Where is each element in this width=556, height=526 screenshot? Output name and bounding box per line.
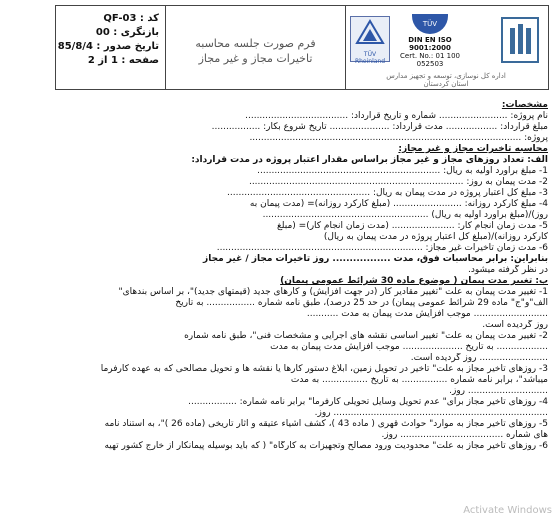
tuv-rheinland-logo (350, 16, 390, 65)
form-line: 6- مدت زمان تاخیرات غیر مجاز: ........................................................................ (216, 243, 548, 253)
cert-standard: DIN EN ISO 9001:2000 (408, 36, 452, 52)
form-line: کارکرد روزانه)/(مبلغ کل اعتبار پروژه در مدت پیمان به ریال) (323, 232, 548, 242)
revision-line: بازنگری : 00 (95, 27, 159, 38)
logos-area (346, 6, 548, 89)
form-line: 3- روزهای تاخیر مجاز به علت" تاخیر در تحویل زمین، ابلاغ دستور کارها یا نقشه ها و تحویل مصالحی که به عهده کارفرما (100, 364, 548, 374)
page-line: صفحه : 1 از 2 (87, 55, 159, 66)
tuv-cert-logo (392, 14, 468, 70)
form-line: .................. به تاریخ ..................... موجب افزایش مدت پیمان به مدت (270, 342, 548, 352)
form-line: الف: تعداد روزهای مجاز و غیر مجاز براساس مقدار اعتبار پروژه در مدت قرارداد: (191, 155, 548, 165)
form-line: میباشد"، برابر نامه شماره ................ به تاریخ ................ به مدت (290, 375, 548, 385)
tuv-text: TÜV Rheinland (354, 51, 386, 65)
activation-watermark: Activate Windows (463, 505, 552, 516)
form-line: ........................ روز گردیده است. (410, 353, 548, 363)
form-title (166, 6, 346, 89)
form-codes (56, 6, 166, 89)
form-line: نام پروژه: ........................ شماره و تاریخ قرارداد: .................................... (245, 111, 548, 121)
issue-date-line: تاریخ صدور : 85/8/4 (57, 41, 159, 52)
organization-caption (346, 72, 546, 88)
form-line: 6- روزهای تاخیر مجاز به علت" محدودیت ورود مصالح وتجهیزات به کارگاه" ( که باید بوسیله پیمانکار از خارج کشور تهیه (104, 441, 548, 451)
form-line: های شماره .................................... روز. (381, 430, 548, 440)
form-line: .......................... موجب افزایش مدت پیمان به مدت ........... (306, 309, 548, 319)
form-line: روز گردیده است. (482, 320, 548, 330)
form-line: 4- روزهای تاخیر مجاز برای" عدم تحویل وسایل تحویلی کارفرما" برابر نامه شماره: ................. (188, 397, 548, 407)
form-line: 1- مبلغ برآورد اولیه به ریال: ................................................................ (257, 166, 548, 176)
form-line: 2- مدت پیمان به روز: ........................................................................... (248, 177, 548, 187)
form-body (20, 100, 548, 452)
tuv-badge-icon: TÜV (412, 14, 448, 34)
form-header (55, 5, 549, 90)
form-line: در نظر گرفته میشود. (468, 265, 548, 275)
form-line: ب: تغییر مدت پیمان ( موضوع ماده 30 شرائط عمومی پیمان) (280, 276, 548, 286)
form-line: پروژه: ............................................................................................... (249, 133, 548, 143)
form-line: 5- روزهای تاخیر مجاز به موارد" حوادث قهری ( ماده 43 )، کشف اشیاء عتیقه و آثار تاریخی (ماده 26 )"، به استناد نامه (104, 419, 548, 429)
form-line: مشخصات: (501, 100, 548, 110)
form-line: 5- مدت زمان انجام کار: ...................... (مدت زمان انجام کار)= (مبلغ (276, 221, 548, 231)
form-title-line-1: فرم صورت جلسه محاسبه (195, 37, 316, 50)
form-line: ........................................................................... روز. (314, 408, 548, 418)
organization-caption-line-1: اداره کل نوسازی، توسعه و تجهیز مدارس (386, 72, 506, 80)
code-line: کد : QF-03 (103, 13, 159, 24)
form-line: محاسبه تاخیرات مجاز و غیر مجاز: (398, 144, 548, 154)
form-line: مبلغ قرارداد: .................. مدت قرارداد: ..................... تاریخ شروع بکار: ................. (211, 122, 548, 132)
form-line: روز)/(مبلغ برآورد اولیه به ریال) .......................................................... (262, 210, 548, 220)
organization-caption-line-2: استان کردستان (423, 80, 469, 88)
form-line: 2- تغییر مدت پیمان به علت" تغییر اساسی نقشه های اجرایی و مشخصات فنی"، طبق نامه شماره (184, 331, 548, 341)
form-title-line-2: تاخیرات مجاز و غیر مجاز (198, 52, 313, 65)
form-line: 3- مبلغ کل اعتبار پروژه در مدت پیمان به ریال: .................................................. (227, 188, 548, 198)
form-line: بنابراین: برابر محاسبات فوق، مدت ................. روز تاخیرات مجاز / غیر مجاز (203, 254, 548, 264)
form-line: 4- مبلغ کارکرد روزانه: ........................ (مبلغ کارکرد روزانه)= (مدت پیمان به (249, 199, 548, 209)
form-line: الف"و"ج" ماده 29 شرائط عمومی پیمان) در حد 25 درصد)، طبق نامه شماره ................. به تاریخ (175, 298, 548, 308)
organization-logo-icon (496, 12, 544, 68)
cert-number: Cert. No.: 01 100 052503 (400, 52, 460, 68)
form-line: 1- تغییر مدت پیمان به علت "تغییر مقادیر کار (در جهت افزایش) و کارهای جدید (قیمتهای جدید)"، بر اساس بندهای" (118, 287, 548, 297)
form-line: ............................ روز. (449, 386, 548, 396)
